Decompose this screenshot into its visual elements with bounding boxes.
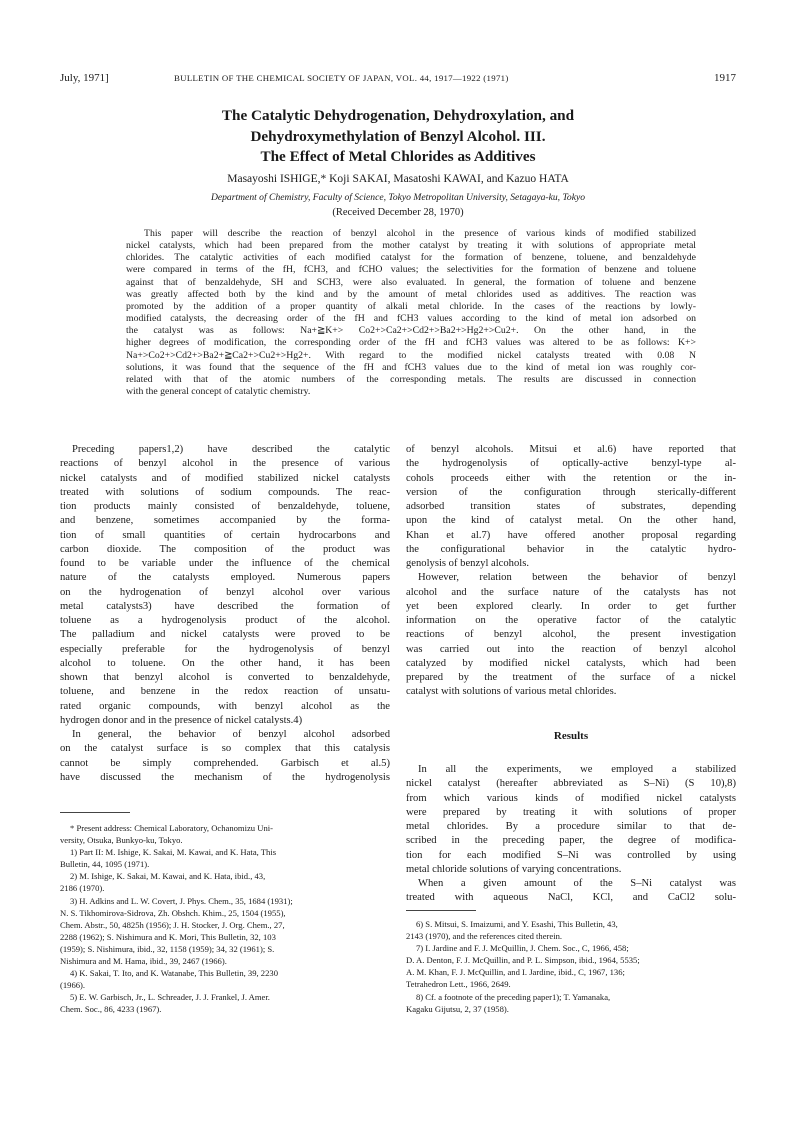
body-line: scribed in the preceding paper, the degree of modifica- [406,835,736,847]
footnote-line: versity, Otsuka, Bunkyo-ku, Tokyo. [60,835,183,846]
body-line: catalyzed by modified nickel catalysts, which had been [406,657,736,669]
footnote-line: 2288 (1962); S. Nishimura and K. Mori, This Bulletin, 32, 103 [60,931,276,942]
footnote-line: 2186 (1970). [60,883,105,894]
body-line: nature of the catalysts employed. Numerous papers [60,572,390,584]
body-line: metal chlorides. By a procedure similar to that de- [406,821,736,832]
abstract-line: higher degrees of modification, the corresponding order of the fH and fCH3 values was altered to be as follows: K+> [126,337,696,349]
abstract-line: against that of benzaldehyde, SH and SCH3, were also evaluated. In general, the formation of toluene and benzene [126,276,696,288]
body-line: yet been explored clearly. In order to get further [406,600,736,612]
body-line: hydrogen donor and in the presence of nickel catalysts.4) [60,714,303,726]
body-line: upon the kind of catalyst metal. On the other hand, [406,515,736,527]
body-line: the configurational behavior in the catalytic hydro- [406,543,736,555]
body-line: treated with solutions of sodium compounds. The reac- [60,486,390,498]
body-line: information on the operative factor of the catalytic [406,615,736,626]
footnote-line: Chem. Soc., 86, 4233 (1967). [60,1004,162,1015]
abstract [126,228,696,398]
footnote-line: (1966). [60,980,86,991]
body-line: carbon dioxide. The composition of the product was [60,543,390,555]
affiliation: Department of Chemistry, Faculty of Science, Tokyo Metropolitan University, Setagaya-ku, Tokyo [210,192,586,203]
results-text [406,763,736,906]
footnote-line: 4) K. Sakai, T. Ito, and K. Watanabe, This Bulletin, 39, 2230 [70,968,278,979]
body-line: treated with aqueous NaCl, KCl, and CaCl2 solu- [406,892,736,904]
body-line: cohols proceeds either with the retention or the in- [406,472,736,484]
footnote-line: (1959); S. Nishimura, ibid., 32, 1158 (1959); 34, 32 (1961); S. [60,943,275,954]
footnote-line: 1) Part II: M. Ishige, K. Sakai, M. Kawai, and K. Hata, This [70,847,277,858]
article-title [60,106,736,168]
running-header [60,72,736,88]
body-line: and benzene, sometimes accompanied by the forma- [60,515,390,527]
abstract-line: were compared in terms of the fH, fCH3, and fCHO values; the selectivities for the formation of benzene and toluene [126,264,696,276]
body-line: tion of small quantities of certain hydrocarbons and [60,529,390,541]
title-line: The Effect of Metal Chlorides as Additives [260,148,536,165]
body-line: on the catalyst surface is so complex that this catalysis [60,743,390,755]
footnote-line: Chem. Abstr., 50, 4825h (1956); J. H. Stocker, J. Org. Chem., 27, [60,919,285,930]
body-line: of benzyl alcohols. Mitsui et al.6) have reported that [406,444,736,455]
body-line: tion for each modified S–Ni was controlled by using [406,849,736,861]
body-line: When a given amount of the S–Ni catalyst was [418,878,736,889]
body-line: nickel catalysts and of modified stabilized nickel catalysts [60,472,390,484]
page-number: 1917 [714,72,736,84]
abstract-line: promoted by the addition of a proper quantity of alkali metal chloride. In the cases of the reactions by lowly- [126,300,696,312]
footnote-line: 7) I. Jardine and F. J. McQuillin, J. Chem. Soc., C, 1966, 458; [416,943,629,954]
abstract-line: the catalyst was as follows: Na+≧K+> Co2+>Ca2+>Cd2+>Ba2+>Hg2+>Cu2+. On the other hand, in the [126,325,696,337]
issue-date: July, 1971] [60,72,109,84]
body-line: alcohol and the surface nature of the catalysts has not [406,586,736,598]
abstract-line: was greatly affected both by the kind and by the amount of metal chlorides used as additives. The reaction was [126,288,696,300]
body-line: were prepared by treating it with solutions of proper [406,806,736,818]
body-line: However, relation between the behavior of benzyl [418,572,736,584]
body-line: Preceding papers1,2) have described the catalytic [72,444,390,455]
body-line: In all the experiments, we employed a stabilized [418,764,736,775]
abstract-line: Na+>Co2+>Cd2+>Ba2+≧Ca2+>Cu2+>Hg2+. With regard to the modified nickel catalysts treated with 0.08 N [126,349,696,361]
footnotes-left [60,822,390,1016]
footnote-line: Nishimura and M. Hama, ibid., 39, 2467 (1966). [60,956,227,967]
body-line: was carried out into the reaction of benzyl alcohol [406,643,736,655]
body-line: reactions of benzyl alcohol in the presence of various [60,458,390,470]
body-line: the hydrogenolysis of optically-active benzyl-type al- [406,458,736,470]
abstract-line: related with that of the atomic numbers of the corresponding metals. The results are discussed in connection [126,373,696,385]
body-line: genolysis of benzyl alcohols. [406,558,529,569]
abstract-line: nickel catalysts, which had been prepared from the mother catalyst by treating it with solutions of appropriate metal [126,240,696,252]
title-line: The Catalytic Dehydrogenation, Dehydroxylation, and [221,107,575,124]
abstract-line: solutions, it was found that the sequence of the fH and fCH3 values due to the kind of metal ion was roughly cor- [126,361,696,373]
body-line: from which various kinds of modified nickel catalysts [406,792,736,804]
footnote-line: Tetrahedron Lett., 1966, 2649. [406,979,511,990]
footnote-line: D. A. Denton, F. J. McQuillin, and P. L. Simpson, ibid., 1964, 5535; [406,955,640,966]
body-line: reactions of benzyl alcohol, the present investigation [406,629,736,641]
body-line: catalyst with solutions of various metal chlorides. [406,686,617,698]
body-line: version of the configuration through sterically-different [406,486,736,498]
footnote-line: Bulletin, 44, 1095 (1971). [60,859,150,870]
footnote-rule [60,812,130,813]
body-line: In general, the behavior of benzyl alcohol adsorbed [72,729,390,740]
body-line: The palladium and nickel catalysts were proved to be [60,629,390,641]
abstract-line: with the general concept of catalytic chemistry. [126,386,311,398]
body-line: toluene as a hydrogenolysis product of the alcohol. [60,615,390,626]
footnote-line: 2143 (1970), and the references cited therein. [406,931,563,942]
abstract-line: This paper will describe the reaction of benzyl alcohol in the presence of various kinds of modified stabilized [144,228,696,239]
body-line: have discussed the mechanism of the hydrogenolysis [60,771,390,783]
body-line: metal catalysts3) have described the formation of [60,600,390,612]
footnote-line: 8) Cf. a footnote of the preceding paper1); T. Yamanaka, [416,991,611,1002]
author-list: Masayoshi ISHIGE,* Koji SAKAI, Masatoshi KAWAI, and Kazuo HATA [227,173,569,185]
body-line: alcohol to toluene. On the other hand, it has been [60,657,390,669]
body-line: especially preferable for the hydrogenolysis of benzyl [60,643,390,655]
footnote-line: N. S. Tikhomirova-Sidrova, Zh. Obshch. Khim., 25, 1504 (1955), [60,907,286,918]
body-line: Khan et al.7) have offered another proposal regarding [406,529,736,541]
received-date: (Received December 28, 1970) [332,207,464,218]
body-line: prepared by the treatment of the surface of a nickel [406,672,736,683]
journal-citation: BULLETIN OF THE CHEMICAL SOCIETY OF JAPAN, VOL. 44, 1917—1922 (1971) [174,73,509,83]
body-line: tion products mainly consisted of benzaldehyde, toluene, [60,501,390,512]
body-line: metal chloride solutions of varying concentrations. [406,863,622,875]
footnote-line: A. M. Khan, F. J. McQuillin, and I. Jardine, ibid., C, 1967, 136; [406,967,625,978]
body-line: toluene, and benzene in the redox reaction of unsatu- [60,686,390,698]
abstract-line: chlorides. The catalytic activities of each modified catalyst for the formation of benzene, toluene, and benzaldehyde [126,252,696,264]
body-line: rated organic compounds, with benzyl alcohol as the [60,700,390,712]
body-line: found to be variable under the influence of the chemical [60,558,390,569]
footnote-line: Kagaku Gijutsu, 2, 37 (1958). [406,1003,509,1014]
body-column-left [60,443,390,785]
section-heading-results: Results [553,730,589,742]
footnote-line: 6) S. Mitsui, S. Imaizumi, and Y. Esashi, This Bulletin, 43, [416,919,618,929]
footnote-line: 2) M. Ishige, K. Sakai, M. Kawai, and K. Hata, ibid., 43, [70,871,266,882]
body-line: adsorbed transition states of substrates, depending [406,501,736,512]
body-line: shown that benzyl alcohol is converted to benzaldehyde, [60,672,390,683]
body-column-right [406,443,736,700]
footnotes-right [406,918,736,1015]
footnote-line: 5) E. W. Garbisch, Jr., L. Schreader, J. J. Frankel, J. Amer. [70,992,270,1003]
body-line: nickel catalyst (hereafter abbreviated as S–Ni) (S 10),8) [406,778,736,790]
body-line: on the hydrogenation of benzyl alcohol over various [60,586,390,598]
footnote-line: 3) H. Adkins and L. W. Covert, J. Phys. Chem., 35, 1684 (1931); [70,895,293,906]
body-line: cannot be simply comprehended. Garbisch et al.5) [60,757,390,769]
footnote-line: * Present address: Chemical Laboratory, Ochanomizu Uni- [70,823,274,833]
title-line: Dehydroxymethylation of Benzyl Alcohol. III. [250,127,546,145]
abstract-line: modified catalysts, the decreasing order of the fH and fCH3 values according to the kind of metal ion adsorbed on [126,313,696,325]
footnote-rule [406,910,476,911]
